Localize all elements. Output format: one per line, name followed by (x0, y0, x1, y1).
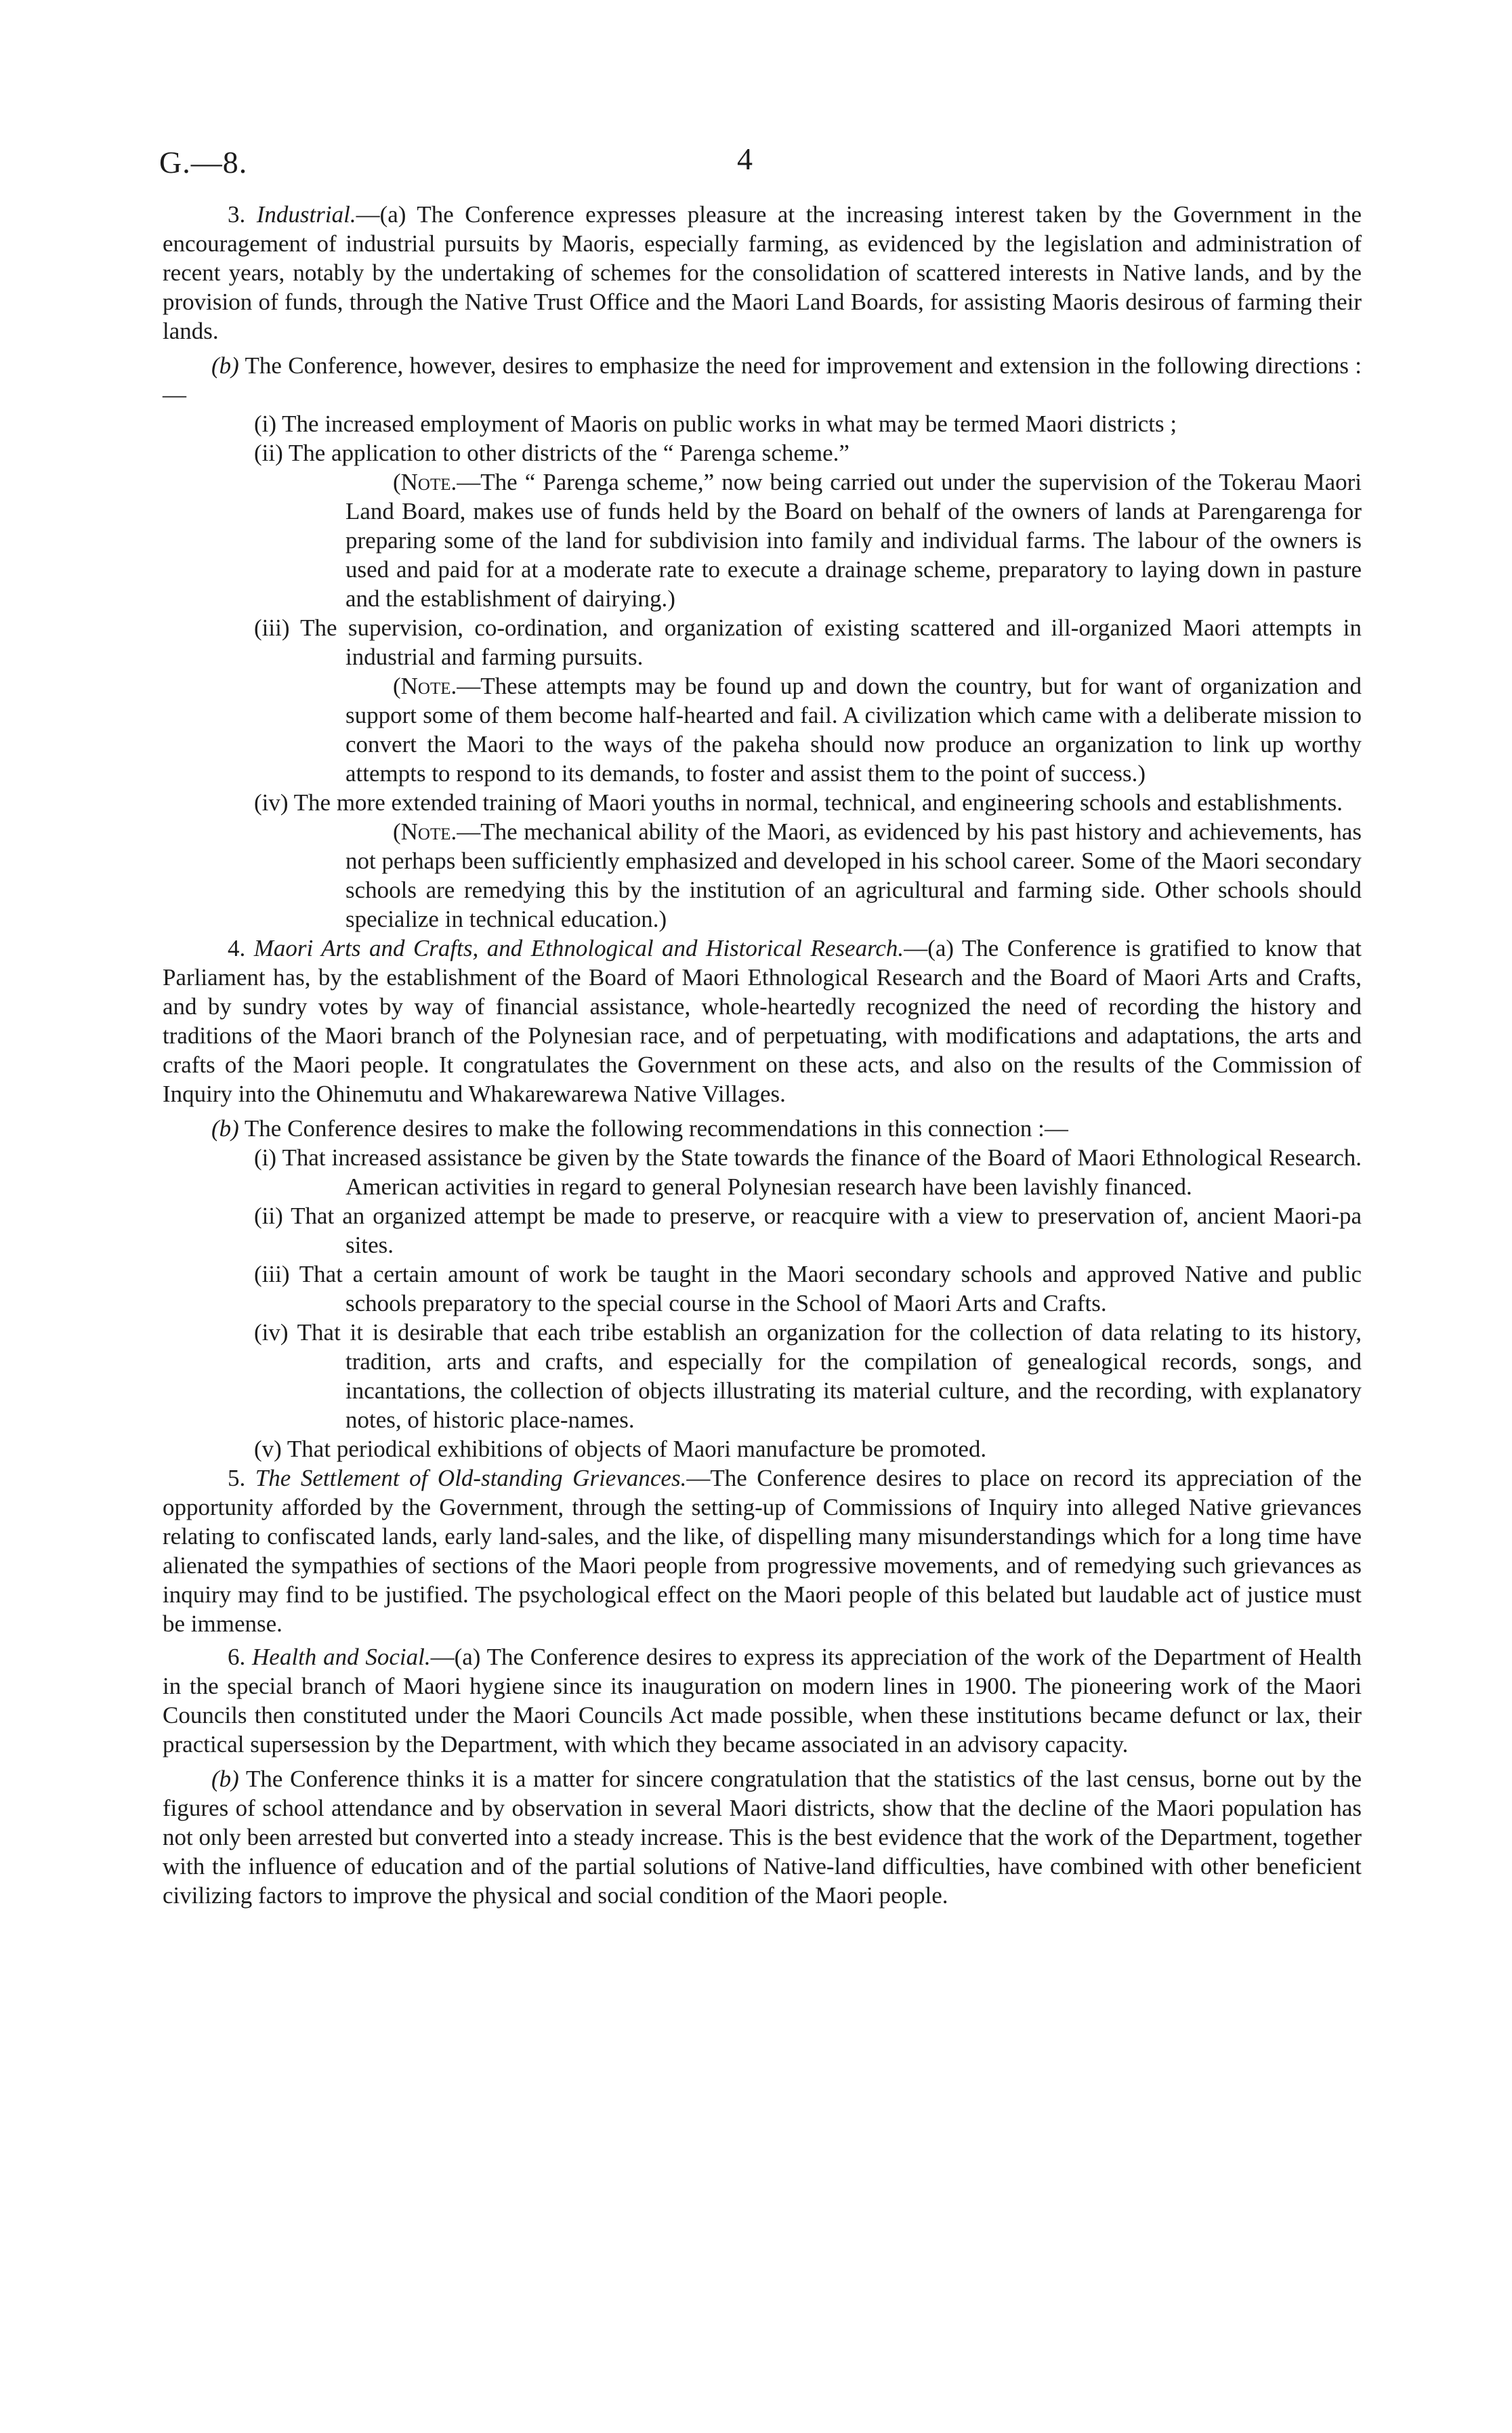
paragraph-text: —The Conference desires to place on record its appreciation of the opportunity afforded by the Government, through the setting-up of Commissions of Inquiry into alleged Native grievances relating to confiscated lands, early land-sales, and the like, of dispelling many misunderstandings which for a long time have alienated the sympathies of sections of the Maori people from progressive movements, and of remedying such grievances as inquiry may find to be justified. The psychological effect on the Maori people of this belated but laudable act of justice must be immense. (163, 1465, 1362, 1637)
section-6-paragraph-b (163, 1764, 1362, 1910)
document-reference: G.—8. (159, 145, 248, 180)
section-4-paragraph-a (163, 934, 1362, 1108)
subpart-label: (b) (211, 1115, 239, 1142)
section-3-paragraph-b (163, 351, 1362, 409)
list-item: (i) The increased employment of Maoris on public works in what may be termed Maori districts ; (254, 411, 1177, 437)
note-label: (Note. (393, 818, 457, 845)
document-body (163, 200, 1362, 1910)
section-4-paragraph-b (163, 1114, 1362, 1143)
section-number: 4. (228, 935, 254, 961)
note-text: —The mechanical ability of the Maori, as evidenced by his past history and achievements, has not perhaps been sufficiently emphasized and developed in his school career. Some of the Maori secondary schools are remedying this by the institution of an agricultural and farming side. Other schools should specialize in technical education.) (345, 818, 1362, 932)
note-paragraph (163, 671, 1362, 788)
section-6-paragraph-a (163, 1642, 1362, 1759)
subpart-label: (b) (211, 1766, 239, 1792)
section-5-paragraph (163, 1463, 1362, 1638)
section-title: The Settlement of Old-standing Grievances. (255, 1465, 687, 1491)
paragraph-text: The Conference desires to express its appreciation of the work of the Department of Health in the special branch of Maori hygiene since its inauguration on modern lines in 1900. The pioneering work of the Maori Councils then constituted under the Maori Councils Act made possible, when these institutions became defunct or lax, their practical supersession by the Department, with which they became associated in an advisory capacity. (163, 1644, 1362, 1758)
paragraph-text: The Conference, however, desires to emphasize the need for improvement and extension in the following directions :— (163, 352, 1362, 408)
note-text: —The “ Parenga scheme,” now being carried out under the supervision of the Tokerau Maori Land Board, makes use of funds held by the Board on behalf of the owners of lands at Parengarenga for preparing some of the land for subdivision into family and individual farms. The labour of the owners is used and paid for at a moderate rate to execute a drainage scheme, preparatory to laying down in pasture and the establishment of dairying.) (345, 469, 1362, 612)
page-number: 4 (737, 142, 753, 176)
paragraph-text: The Conference desires to make the following recommendations in this connection :— (238, 1115, 1068, 1142)
paragraph-text: The Conference expresses pleasure at the increasing interest taken by the Government in the encouragement of industrial pursuits by Maoris, especially farming, as evidenced by the legislation and administration of recent years, notably by the undertaking of schemes for the consolidation of scattered interests in Native lands, and by the provision of funds, through the Native Trust Office and the Maori Land Boards, for assisting Maoris desirous of farming their lands. (163, 201, 1362, 344)
section-subpart-label: —(a) (904, 935, 954, 961)
section-3-paragraph-a (163, 200, 1362, 346)
list-item: (i) That increased assistance be given by the State towards the finance of the Board of Maori Ethnological Research. American activities in regard to general Polynesian research have been lavishly financed. (254, 1144, 1362, 1200)
note-label: (Note. (393, 469, 457, 495)
list-item: (v) That periodical exhibitions of objects of Maori manufacture be promoted. (254, 1436, 987, 1462)
section-number: 3. (228, 201, 257, 228)
list-item: (iii) That a certain amount of work be taught in the Maori secondary schools and approved Native and public schools preparatory to the special course in the School of Maori Arts and Crafts. (254, 1261, 1362, 1316)
list-item: (ii) The application to other districts of the “ Parenga scheme.” (254, 440, 849, 466)
section-title: Industrial. (256, 201, 356, 228)
section-title: Health and Social. (252, 1644, 431, 1670)
section-subpart-label: —(a) (356, 201, 406, 228)
section-title: Maori Arts and Crafts, and Ethnological and Historical Research. (253, 935, 904, 961)
list-item: (iv) That it is desirable that each tribe establish an organization for the collection of data relating to its history, tradition, arts and crafts, and especially for the compilation of genealogical records, songs, and incantations, the collection of objects illustrating its material culture, and the recording, with explanatory notes, of historic place-names. (254, 1319, 1362, 1433)
paragraph-text: The Conference thinks it is a matter for sincere congratulation that the statistics of the last census, borne out by the figures of school attendance and by observation in several Maori districts, show that the decline of the Maori population has not only been arrested but converted into a steady increase. This is the best evidence that the work of the Department, together with the influence of education and of the partial solutions of Native-land difficulties, have combined with other beneficient civilizing factors to improve the physical and social condition of the Maori people. (163, 1766, 1362, 1909)
subpart-label: (b) (211, 352, 239, 379)
note-paragraph (163, 467, 1362, 613)
note-paragraph (163, 817, 1362, 934)
section-number: 5. (228, 1465, 255, 1491)
list-item: (iv) The more extended training of Maori youths in normal, technical, and engineering schools and establishments. (254, 789, 1343, 816)
section-subpart-label: —(a) (430, 1644, 481, 1670)
list-item: (ii) That an organized attempt be made to preserve, or reacquire with a view to preservation of, ancient Maori-pa sites. (254, 1203, 1362, 1258)
section-number: 6. (228, 1644, 253, 1670)
note-label: (Note. (393, 673, 457, 699)
paragraph-text: The Conference is gratified to know that Parliament has, by the establishment of the Board of Maori Ethnological Research and the Board of Maori Arts and Crafts, and by sundry votes by way of financial assistance, whole-heartedly recognized the need of recording the history and traditions of the Maori branch of the Polynesian race, and of perpetuating, with modifications and adaptations, the arts and crafts of the Maori people. It congratulates the Government on these acts, and also on the results of the Commission of Inquiry into the Ohinemutu and Whakarewarewa Native Villages. (163, 935, 1362, 1107)
list-item: (iii) The supervision, co-ordination, and organization of existing scattered and ill-organized Maori attempts in industrial and farming pursuits. (254, 615, 1362, 670)
note-text: —These attempts may be found up and down the country, but for want of organization and support some of them become half-hearted and fail. A civilization which came with a deliberate mission to convert the Maori to the ways of the pakeha should now produce an organization to link up worthy attempts to respond to its demands, to foster and assist them to the point of success.) (345, 673, 1362, 787)
